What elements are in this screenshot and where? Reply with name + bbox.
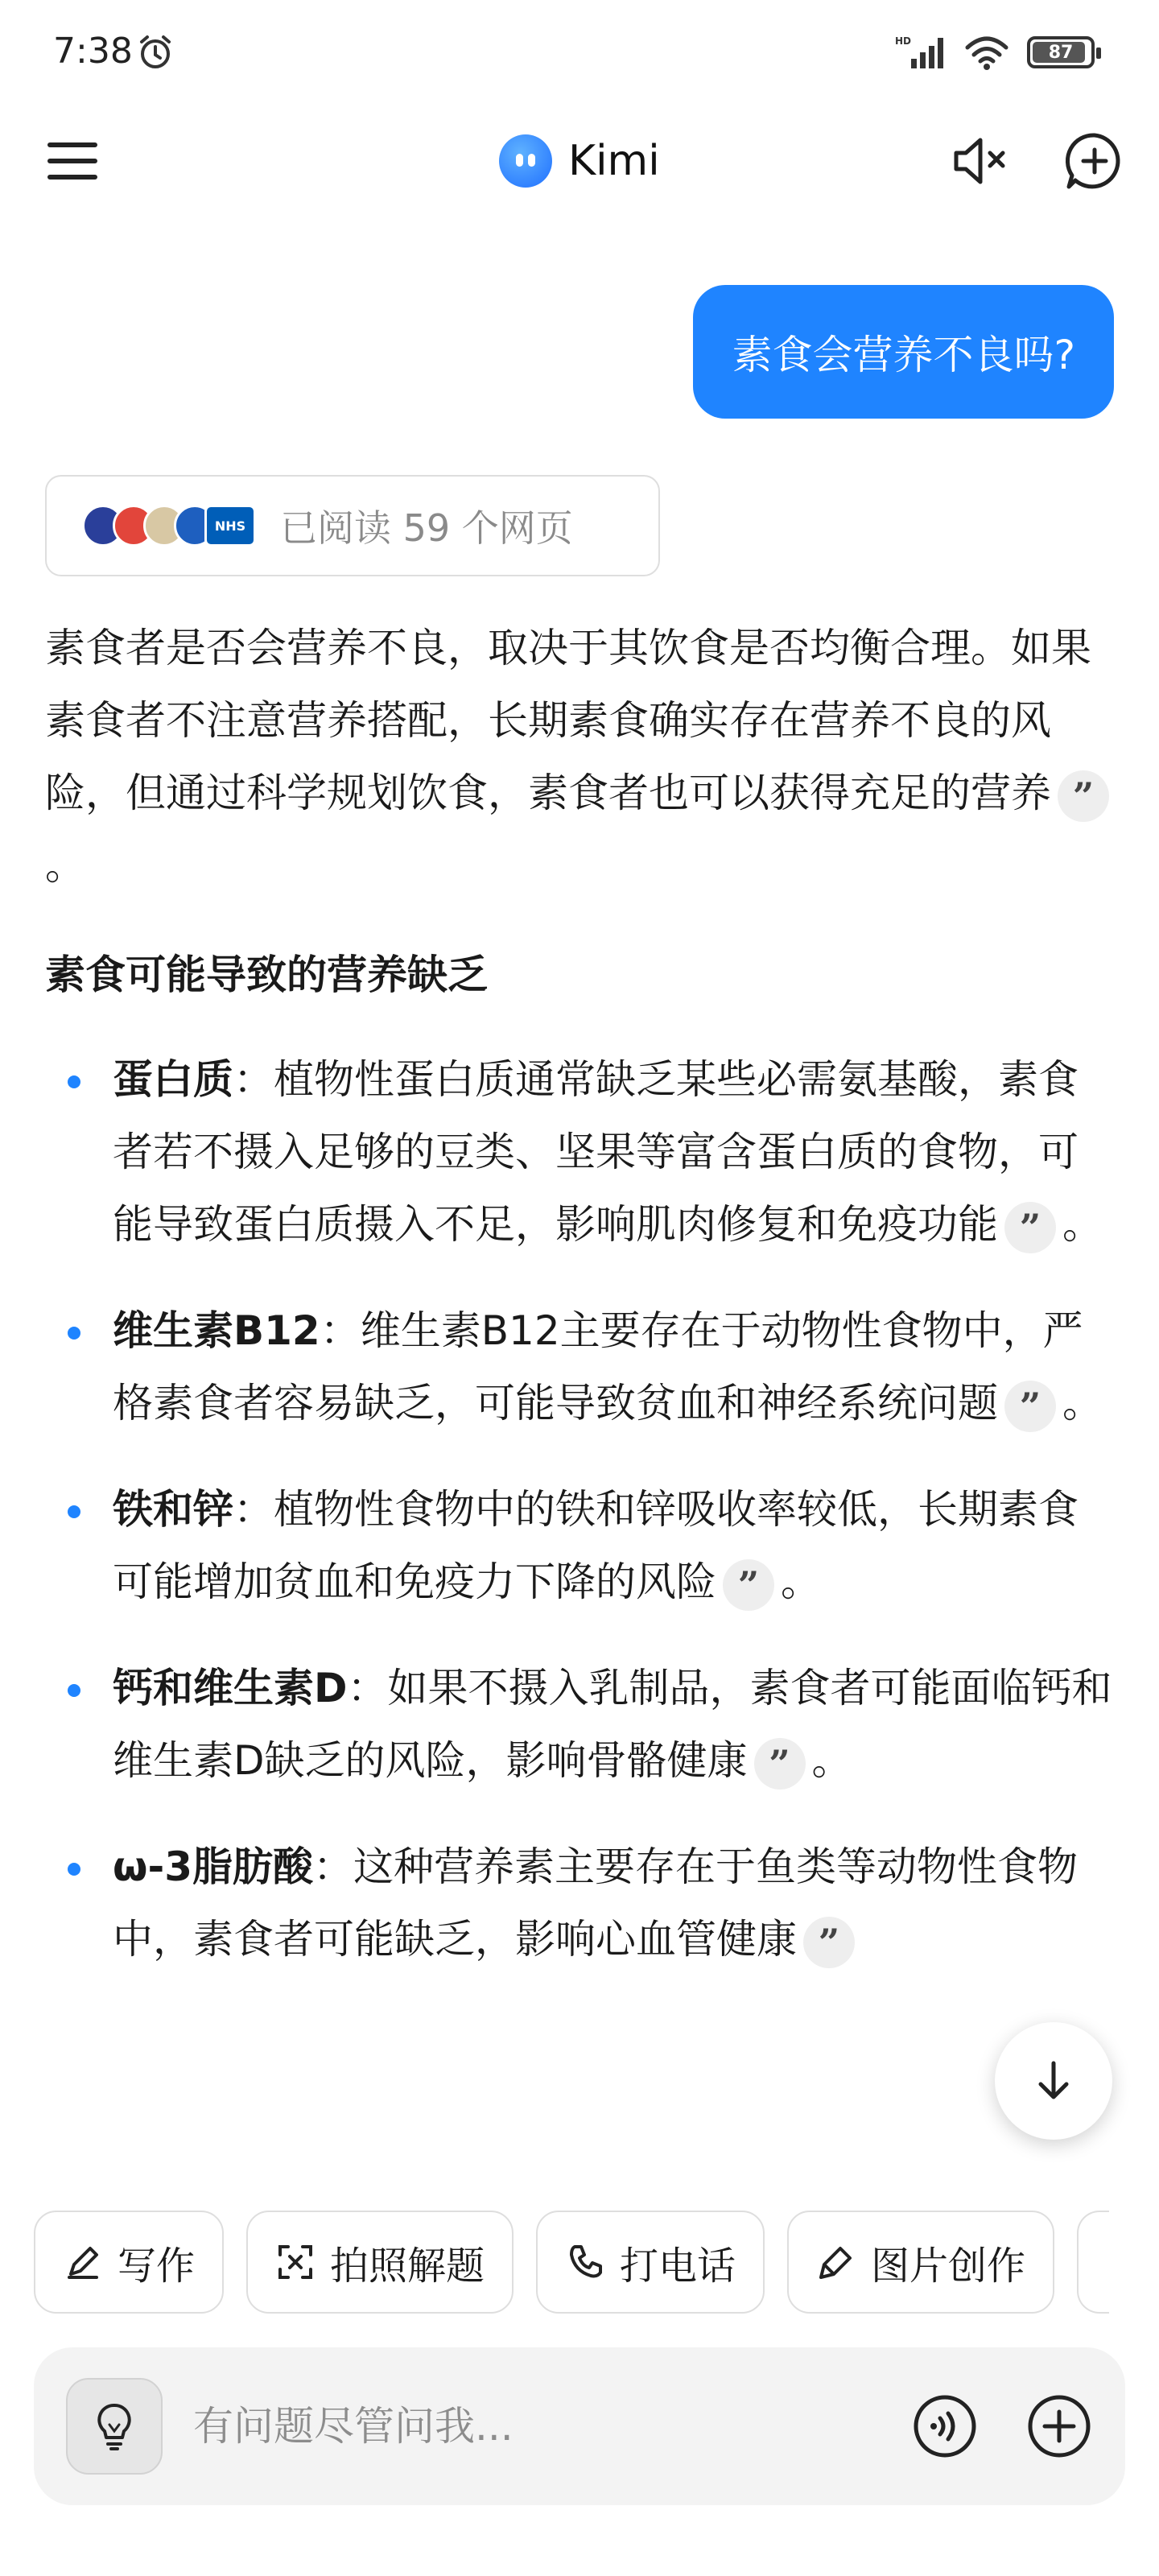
speaker-muted-icon[interactable] (950, 130, 1011, 192)
quick-action-image-create[interactable] (787, 2211, 1054, 2314)
status-time: 7:38 (53, 31, 133, 72)
list-item-title: ω-3脂肪酸 (113, 1843, 313, 1890)
quick-action-writing[interactable] (34, 2211, 224, 2314)
alarm-icon (135, 32, 175, 72)
think-mode-button[interactable] (66, 2378, 163, 2475)
user-message-bubble[interactable]: 素食会营养不良吗? (693, 285, 1114, 419)
list-item-text: ：植物性食物中的铁和锌吸收率较低，长期素食可能增加贫血和免疫力下降的风险 (113, 1486, 1079, 1605)
list-item (45, 1294, 1116, 1439)
quick-action-more[interactable] (1077, 2211, 1109, 2314)
battery-level: 87 (1048, 42, 1074, 63)
list-item (45, 1652, 1116, 1797)
list-item-text: ：维生素B12主要存在于动物性食物中，严格素食者容易缺乏，可能导致贫血和神经系统问题 (113, 1307, 1083, 1426)
brush-icon (816, 2242, 856, 2282)
app-header (0, 113, 1159, 209)
voice-call-icon[interactable] (911, 2392, 979, 2460)
answer-intro-text: 素食者是否会营养不良，取决于其饮食是否均衡合理。如果素食者不注意营养搭配，长期素食确实存在营养不良的风险，但通过科学规划饮食，素食者也可以获得充足的营养 (45, 625, 1091, 816)
sources-chip[interactable] (45, 475, 660, 576)
list-item-text: ：植物性蛋白质通常缺乏某些必需氨基酸，素食者若不摄入足够的豆类、坚果等富含蛋白质的食物，可能导致蛋白质摄入不足，影响肌肉修复和免疫功能 (113, 1056, 1079, 1248)
scan-icon (275, 2242, 316, 2282)
citation-icon[interactable]: ” (1004, 1202, 1056, 1253)
citation-icon[interactable]: ” (723, 1559, 774, 1611)
list-item (45, 1831, 1116, 1975)
quick-action-label: 打电话 (620, 2243, 736, 2289)
menu-icon[interactable] (45, 132, 103, 190)
kimi-logo-icon (499, 134, 552, 188)
new-chat-icon[interactable] (1064, 130, 1125, 192)
list-item-title: 维生素B12 (113, 1307, 320, 1354)
answer-intro-period: 。 (45, 842, 85, 889)
source-favicons (82, 505, 256, 547)
citation-icon[interactable]: ” (803, 1917, 855, 1968)
quick-action-photo-solve[interactable] (246, 2211, 514, 2314)
wifi-icon (964, 35, 1009, 70)
chat-input[interactable] (193, 2386, 837, 2467)
quick-action-label: 写作 (118, 2243, 196, 2289)
list-item (45, 1043, 1116, 1261)
list-item-title: 铁和锌 (113, 1486, 233, 1533)
app-brand (499, 132, 660, 190)
lightbulb-icon (89, 2401, 140, 2452)
section-heading: 素食可能导致的营养缺乏 (45, 952, 488, 998)
quick-action-label: 拍照解题 (330, 2243, 485, 2289)
quick-action-label: 图片创作 (871, 2243, 1026, 2289)
nhs-icon: NHS (204, 505, 256, 547)
scroll-to-bottom-button[interactable] (995, 2022, 1112, 2140)
answer-intro (45, 612, 1116, 902)
citation-icon[interactable]: ” (754, 1738, 806, 1790)
add-attachment-icon[interactable] (1025, 2392, 1093, 2460)
list-item (45, 1473, 1116, 1618)
citation-icon[interactable]: ” (1004, 1381, 1056, 1432)
battery-indicator (1027, 36, 1095, 68)
list-item-end: 。 (781, 1558, 821, 1605)
signal-icon (895, 35, 947, 70)
phone-icon (565, 2242, 605, 2282)
deficiency-list (45, 1043, 1116, 2009)
list-item-end: 。 (1062, 1201, 1103, 1248)
svg-text:HD: HD (895, 35, 912, 47)
chat-input-bar (34, 2347, 1125, 2505)
list-item-text: ：这种营养素主要存在于鱼类等动物性食物中，素食者可能缺乏，影响心血管健康 (113, 1843, 1078, 1963)
citation-icon[interactable]: ” (1058, 770, 1109, 822)
pen-icon (63, 2242, 103, 2282)
list-item-end: 。 (1062, 1380, 1103, 1426)
list-item-title: 蛋白质 (113, 1056, 233, 1103)
quick-actions (34, 2211, 1109, 2314)
sources-label: 已阅读 59 个网页 (280, 506, 573, 550)
status-bar (0, 0, 1159, 105)
list-item-end: 。 (811, 1737, 852, 1784)
list-item-text: ：如果不摄入乳制品，素食者可能面临钙和维生素D缺乏的风险，影响骨骼健康 (113, 1665, 1112, 1784)
quick-action-call[interactable] (536, 2211, 765, 2314)
arrow-down-icon (1029, 2057, 1078, 2105)
list-item-title: 钙和维生素D (113, 1665, 348, 1711)
app-title: Kimi (568, 137, 660, 185)
